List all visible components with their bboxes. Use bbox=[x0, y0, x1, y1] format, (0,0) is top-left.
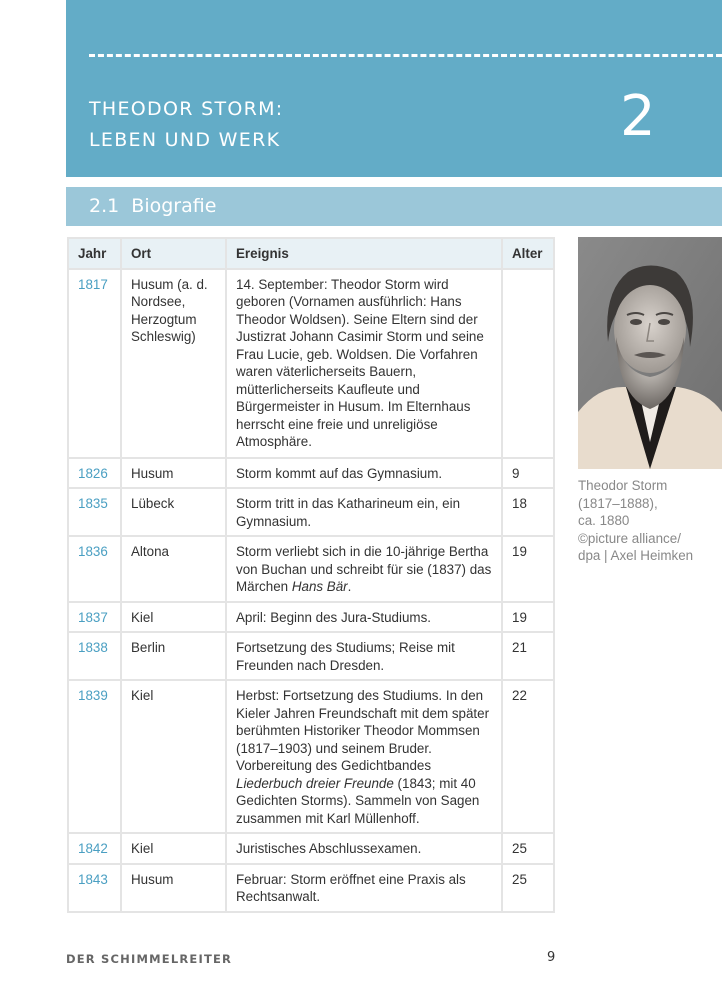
place-cell: Altona bbox=[121, 536, 226, 602]
age-cell: 9 bbox=[502, 458, 554, 489]
portrait-photo bbox=[578, 237, 722, 469]
chapter-number: 2 bbox=[620, 84, 656, 149]
place-cell: Husum bbox=[121, 864, 226, 912]
year-cell: 1826 bbox=[68, 458, 121, 489]
event-text: Storm verliebt sich in die 10-jährige Bertha von Buchan und schreibt für sie (1837) das Märchen bbox=[236, 544, 492, 594]
event-cell: 14. September: Theodor Storm wird geboren (Vornamen ausführlich: Hans Theodor Woldsen). Seine Eltern sind der Justizrat Johann Casimir Storm und seine Frau Lucie, geb. Woldsen. Die Vorfahren waren väterlicherseits Bauern, mütterlicherseits Kaufleute und Bürgermeister in Husum. Im Elternhaus herrscht eine freie und unreligiöse Atmosphäre. bbox=[226, 269, 502, 458]
section-title: 2.1 Biografie bbox=[89, 195, 217, 217]
table-row bbox=[68, 602, 554, 633]
table-row bbox=[68, 488, 554, 536]
age-cell bbox=[502, 269, 554, 458]
event-cell: Storm kommt auf das Gymnasium. bbox=[226, 458, 502, 489]
table-row bbox=[68, 269, 554, 458]
page-number: 9 bbox=[547, 950, 556, 965]
table-row bbox=[68, 632, 554, 680]
caption-credit: ©picture alliance/ bbox=[578, 530, 681, 546]
table-row bbox=[68, 864, 554, 912]
event-cell: April: Beginn des Jura-Studiums. bbox=[226, 602, 502, 633]
table-row bbox=[68, 458, 554, 489]
event-cell: Juristisches Abschlussexamen. bbox=[226, 833, 502, 864]
place-cell: Husum bbox=[121, 458, 226, 489]
event-cell bbox=[226, 536, 502, 602]
age-cell: 21 bbox=[502, 632, 554, 680]
chapter-title bbox=[89, 94, 284, 156]
table-row bbox=[68, 680, 554, 833]
age-cell: 18 bbox=[502, 488, 554, 536]
year-cell: 1835 bbox=[68, 488, 121, 536]
header-event: Ereignis bbox=[226, 238, 502, 269]
table-header-row bbox=[68, 238, 554, 269]
section-bar bbox=[66, 187, 722, 226]
dashed-divider bbox=[89, 54, 722, 60]
year-cell: 1837 bbox=[68, 602, 121, 633]
work-title: Hans Bär bbox=[291, 579, 348, 594]
chapter-title-line2: LEBEN UND WERK bbox=[89, 129, 281, 151]
event-text: (1843; mit 40 Gedichten Storms). Sammeln von Sagen zusammen mit Karl Müllenhoff. bbox=[236, 775, 480, 826]
caption-lifespan: (1817–1888), bbox=[578, 495, 658, 511]
chapter-banner bbox=[66, 0, 722, 177]
place-cell: Kiel bbox=[121, 680, 226, 833]
header-age: Alter bbox=[502, 238, 554, 269]
event-cell bbox=[226, 680, 502, 833]
year-cell: 1817 bbox=[68, 269, 121, 458]
year-cell: 1843 bbox=[68, 864, 121, 912]
age-cell: 19 bbox=[502, 602, 554, 633]
footer-book-title: DER SCHIMMELREITER bbox=[66, 952, 233, 966]
place-cell: Husum (a. d. Nordsee, Herzogtum Schleswig) bbox=[121, 269, 226, 458]
year-cell: 1838 bbox=[68, 632, 121, 680]
caption-date: ca. 1880 bbox=[578, 513, 630, 528]
chapter-title-line1: THEODOR STORM: bbox=[89, 98, 284, 120]
age-cell: 19 bbox=[502, 536, 554, 602]
year-cell: 1842 bbox=[68, 833, 121, 864]
event-cell: Fortsetzung des Studiums; Reise mit Freunden nach Dresden. bbox=[226, 632, 502, 680]
table-row bbox=[68, 536, 554, 602]
age-cell: 25 bbox=[502, 833, 554, 864]
caption-name: Theodor Storm bbox=[578, 478, 668, 493]
year-cell: 1836 bbox=[68, 536, 121, 602]
header-place: Ort bbox=[121, 238, 226, 269]
event-text: Herbst: Fortsetzung des Studiums. In den Kieler Jahren Freundschaft mit dem später berühmten Historiker Theodor Mommsen (1817–1903) und seinem Bruder. Vorbereitung des Gedichtbandes bbox=[236, 688, 490, 773]
place-cell: Kiel bbox=[121, 833, 226, 864]
age-cell: 22 bbox=[502, 680, 554, 833]
table-row bbox=[68, 833, 554, 864]
event-text: . bbox=[347, 579, 352, 594]
year-cell: 1839 bbox=[68, 680, 121, 833]
place-cell: Berlin bbox=[121, 632, 226, 680]
biography-table bbox=[67, 237, 555, 913]
event-cell: Storm tritt in das Katharineum ein, ein Gymnasium. bbox=[226, 488, 502, 536]
work-title: Liederbuch dreier Freunde bbox=[236, 775, 394, 791]
place-cell: Kiel bbox=[121, 602, 226, 633]
portrait-caption bbox=[578, 477, 722, 565]
portrait-image-icon bbox=[578, 237, 722, 469]
place-cell: Lübeck bbox=[121, 488, 226, 536]
event-cell: Februar: Storm eröffnet eine Praxis als Rechtsanwalt. bbox=[226, 864, 502, 912]
age-cell: 25 bbox=[502, 864, 554, 912]
caption-credit-author: dpa | Axel Heimken bbox=[578, 548, 694, 563]
header-year: Jahr bbox=[68, 238, 121, 269]
